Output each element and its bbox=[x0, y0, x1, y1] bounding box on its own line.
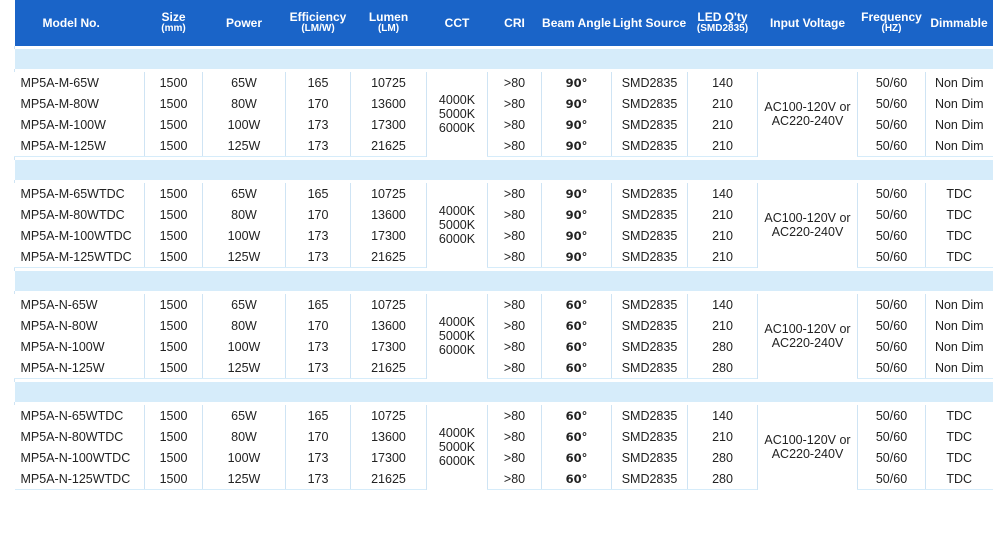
cell-led: 280 bbox=[688, 468, 758, 490]
cell-power: 65W bbox=[203, 72, 286, 93]
cell-model: MP5A-N-80W bbox=[20, 318, 98, 333]
cell-beam: 60° bbox=[542, 405, 612, 426]
cell-eff: 165 bbox=[286, 183, 351, 204]
cell-source: SMD2835 bbox=[612, 114, 688, 135]
cell-eff: 173 bbox=[286, 357, 351, 379]
cell-cri: >80 bbox=[488, 135, 542, 157]
cell-source: SMD2835 bbox=[612, 246, 688, 268]
cell-freq: 50/60 bbox=[858, 93, 926, 114]
cell-freq: 50/60 bbox=[858, 114, 926, 135]
cell-led: 210 bbox=[688, 426, 758, 447]
cell-beam: 90° bbox=[542, 246, 612, 268]
cell-size: 1500 bbox=[145, 405, 203, 426]
cell-led: 210 bbox=[688, 114, 758, 135]
spec-table bbox=[14, 0, 993, 490]
cell-beam: 60° bbox=[542, 426, 612, 447]
cell-input-voltage: AC100-120V or AC220-240V bbox=[758, 294, 858, 379]
header-cri: CRI bbox=[488, 0, 542, 46]
cell-beam: 90° bbox=[542, 114, 612, 135]
cell-lumen: 10725 bbox=[351, 294, 427, 315]
cell-beam: 60° bbox=[542, 357, 612, 379]
cell-led: 280 bbox=[688, 447, 758, 468]
cell-beam: 60° bbox=[542, 315, 612, 336]
cell-input-voltage: AC100-120V or AC220-240V bbox=[758, 405, 858, 490]
cell-eff: 173 bbox=[286, 246, 351, 268]
cell-led: 210 bbox=[688, 93, 758, 114]
cell-cri: >80 bbox=[488, 336, 542, 357]
cell-model: MP5A-N-100W bbox=[20, 339, 105, 354]
cell-eff: 165 bbox=[286, 405, 351, 426]
cell-dim: TDC bbox=[926, 183, 993, 204]
cell-lumen: 10725 bbox=[351, 72, 427, 93]
cell-led: 210 bbox=[688, 135, 758, 157]
cell-freq: 50/60 bbox=[858, 294, 926, 315]
cell-lumen: 21625 bbox=[351, 135, 427, 157]
cell-eff: 170 bbox=[286, 93, 351, 114]
cell-cct: 4000K 5000K 6000K bbox=[427, 294, 488, 379]
cell-lumen: 17300 bbox=[351, 336, 427, 357]
cell-eff: 173 bbox=[286, 114, 351, 135]
cell-source: SMD2835 bbox=[612, 468, 688, 490]
cell-cri: >80 bbox=[488, 426, 542, 447]
cell-led: 280 bbox=[688, 357, 758, 379]
group-separator bbox=[15, 49, 993, 69]
cell-beam: 90° bbox=[542, 93, 612, 114]
cell-power: 100W bbox=[203, 447, 286, 468]
cell-dim: Non Dim bbox=[926, 294, 993, 315]
cell-freq: 50/60 bbox=[858, 336, 926, 357]
cell-source: SMD2835 bbox=[612, 426, 688, 447]
cell-freq: 50/60 bbox=[858, 447, 926, 468]
cell-power: 80W bbox=[203, 315, 286, 336]
cell-eff: 173 bbox=[286, 447, 351, 468]
cell-led: 140 bbox=[688, 183, 758, 204]
table-row bbox=[15, 72, 993, 93]
cell-lumen: 10725 bbox=[351, 405, 427, 426]
table-header bbox=[15, 0, 993, 46]
cell-size: 1500 bbox=[145, 294, 203, 315]
cell-led: 210 bbox=[688, 246, 758, 268]
cell-freq: 50/60 bbox=[858, 183, 926, 204]
cell-led: 140 bbox=[688, 294, 758, 315]
cell-freq: 50/60 bbox=[858, 204, 926, 225]
cell-cct: 4000K 5000K 6000K bbox=[427, 183, 488, 268]
cell-lumen: 21625 bbox=[351, 246, 427, 268]
cell-power: 125W bbox=[203, 357, 286, 379]
cell-lumen: 17300 bbox=[351, 225, 427, 246]
cell-source: SMD2835 bbox=[612, 225, 688, 246]
cell-model: MP5A-M-125WTDC bbox=[15, 246, 145, 268]
cell-model: MP5A-N-65WTDC bbox=[20, 408, 124, 423]
cell-power: 125W bbox=[203, 246, 286, 268]
cell-led: 280 bbox=[688, 336, 758, 357]
cell-dim: TDC bbox=[926, 204, 993, 225]
cell-beam: 90° bbox=[542, 204, 612, 225]
cell-eff: 173 bbox=[286, 468, 351, 490]
cell-size: 1500 bbox=[145, 225, 203, 246]
cell-power: 80W bbox=[203, 204, 286, 225]
cell-source: SMD2835 bbox=[612, 183, 688, 204]
cell-size: 1500 bbox=[145, 204, 203, 225]
cell-size: 1500 bbox=[145, 72, 203, 93]
cell-size: 1500 bbox=[145, 468, 203, 490]
cell-dim: Non Dim bbox=[926, 93, 993, 114]
cell-power: 100W bbox=[203, 114, 286, 135]
cell-size: 1500 bbox=[145, 246, 203, 268]
cell-eff: 170 bbox=[286, 204, 351, 225]
cell-dim: Non Dim bbox=[926, 357, 993, 379]
cell-dim: TDC bbox=[926, 225, 993, 246]
cell-cri: >80 bbox=[488, 93, 542, 114]
cell-lumen: 17300 bbox=[351, 447, 427, 468]
cell-beam: 90° bbox=[542, 135, 612, 157]
cell-eff: 165 bbox=[286, 294, 351, 315]
cell-power: 125W bbox=[203, 468, 286, 490]
cell-lumen: 13600 bbox=[351, 315, 427, 336]
cell-model: MP5A-M-100W bbox=[20, 117, 106, 132]
cell-led: 140 bbox=[688, 405, 758, 426]
cell-beam: 60° bbox=[542, 294, 612, 315]
cell-cct: 4000K 5000K 6000K bbox=[427, 72, 488, 157]
group-separator bbox=[15, 271, 993, 291]
cell-cri: >80 bbox=[488, 114, 542, 135]
cell-freq: 50/60 bbox=[858, 246, 926, 268]
cell-model: MP5A-M-65W bbox=[20, 75, 99, 90]
cell-beam: 60° bbox=[542, 447, 612, 468]
cell-dim: TDC bbox=[926, 426, 993, 447]
cell-cri: >80 bbox=[488, 246, 542, 268]
cell-size: 1500 bbox=[145, 447, 203, 468]
cell-model: MP5A-M-80WTDC bbox=[20, 207, 125, 222]
cell-model: MP5A-M-125W bbox=[15, 135, 145, 157]
cell-lumen: 13600 bbox=[351, 426, 427, 447]
header-light-source: Light Source bbox=[612, 0, 688, 46]
cell-freq: 50/60 bbox=[858, 225, 926, 246]
table-row bbox=[15, 405, 993, 426]
cell-eff: 170 bbox=[286, 315, 351, 336]
header-model: Model No. bbox=[15, 0, 145, 46]
cell-cri: >80 bbox=[488, 405, 542, 426]
cell-lumen: 10725 bbox=[351, 183, 427, 204]
cell-size: 1500 bbox=[145, 336, 203, 357]
cell-model: MP5A-N-125W bbox=[15, 357, 145, 379]
cell-eff: 170 bbox=[286, 426, 351, 447]
cell-dim: TDC bbox=[926, 447, 993, 468]
cell-model: MP5A-N-65W bbox=[20, 297, 98, 312]
cell-model: MP5A-N-125WTDC bbox=[15, 468, 145, 490]
table-row bbox=[15, 294, 993, 315]
cell-lumen: 21625 bbox=[351, 468, 427, 490]
cell-lumen: 21625 bbox=[351, 357, 427, 379]
cell-cri: >80 bbox=[488, 294, 542, 315]
group-separator bbox=[15, 160, 993, 180]
cell-size: 1500 bbox=[145, 426, 203, 447]
cell-freq: 50/60 bbox=[858, 426, 926, 447]
header-lumen: Lumen (LM) bbox=[351, 0, 427, 46]
cell-eff: 173 bbox=[286, 135, 351, 157]
spec-sheet bbox=[14, 0, 992, 490]
cell-size: 1500 bbox=[145, 183, 203, 204]
cell-cri: >80 bbox=[488, 183, 542, 204]
header-power: Power bbox=[203, 0, 286, 46]
cell-beam: 60° bbox=[542, 468, 612, 490]
header-led-qty: LED Q'ty (SMD2835) bbox=[688, 0, 758, 46]
header-beam-angle: Beam Angle bbox=[542, 0, 612, 46]
cell-freq: 50/60 bbox=[858, 315, 926, 336]
cell-led: 210 bbox=[688, 204, 758, 225]
cell-input-voltage: AC100-120V or AC220-240V bbox=[758, 183, 858, 268]
header-size: Size (mm) bbox=[145, 0, 203, 46]
header-dimmable: Dimmable bbox=[926, 0, 993, 46]
cell-model: MP5A-M-65WTDC bbox=[20, 186, 125, 201]
cell-dim: Non Dim bbox=[926, 135, 993, 157]
table-row bbox=[15, 183, 993, 204]
cell-source: SMD2835 bbox=[612, 294, 688, 315]
cell-lumen: 17300 bbox=[351, 114, 427, 135]
cell-dim: Non Dim bbox=[926, 72, 993, 93]
cell-power: 125W bbox=[203, 135, 286, 157]
cell-power: 65W bbox=[203, 294, 286, 315]
cell-size: 1500 bbox=[145, 315, 203, 336]
cell-source: SMD2835 bbox=[612, 315, 688, 336]
cell-dim: TDC bbox=[926, 468, 993, 490]
cell-source: SMD2835 bbox=[612, 336, 688, 357]
cell-freq: 50/60 bbox=[858, 72, 926, 93]
cell-size: 1500 bbox=[145, 114, 203, 135]
cell-size: 1500 bbox=[145, 357, 203, 379]
cell-model: MP5A-N-100WTDC bbox=[20, 450, 131, 465]
cell-cri: >80 bbox=[488, 225, 542, 246]
cell-cri: >80 bbox=[488, 447, 542, 468]
cell-source: SMD2835 bbox=[612, 204, 688, 225]
cell-source: SMD2835 bbox=[612, 72, 688, 93]
header-input-voltage: Input Voltage bbox=[758, 0, 858, 46]
cell-cri: >80 bbox=[488, 468, 542, 490]
cell-power: 100W bbox=[203, 336, 286, 357]
cell-cct: 4000K 5000K 6000K bbox=[427, 405, 488, 490]
cell-source: SMD2835 bbox=[612, 357, 688, 379]
cell-freq: 50/60 bbox=[858, 468, 926, 490]
cell-source: SMD2835 bbox=[612, 447, 688, 468]
cell-freq: 50/60 bbox=[858, 405, 926, 426]
cell-power: 80W bbox=[203, 93, 286, 114]
cell-cri: >80 bbox=[488, 72, 542, 93]
cell-dim: Non Dim bbox=[926, 336, 993, 357]
cell-lumen: 13600 bbox=[351, 93, 427, 114]
cell-size: 1500 bbox=[145, 93, 203, 114]
cell-size: 1500 bbox=[145, 135, 203, 157]
cell-model: MP5A-M-100WTDC bbox=[20, 228, 132, 243]
cell-power: 65W bbox=[203, 183, 286, 204]
cell-beam: 60° bbox=[542, 336, 612, 357]
cell-eff: 165 bbox=[286, 72, 351, 93]
cell-beam: 90° bbox=[542, 225, 612, 246]
cell-power: 65W bbox=[203, 405, 286, 426]
cell-dim: TDC bbox=[926, 405, 993, 426]
header-efficiency: Efficiency (LM/W) bbox=[286, 0, 351, 46]
cell-led: 140 bbox=[688, 72, 758, 93]
group-separator bbox=[15, 382, 993, 402]
cell-led: 210 bbox=[688, 225, 758, 246]
cell-freq: 50/60 bbox=[858, 357, 926, 379]
cell-cri: >80 bbox=[488, 204, 542, 225]
cell-dim: Non Dim bbox=[926, 114, 993, 135]
cell-input-voltage: AC100-120V or AC220-240V bbox=[758, 72, 858, 157]
cell-cri: >80 bbox=[488, 357, 542, 379]
table-body bbox=[15, 46, 993, 490]
cell-model: MP5A-M-80W bbox=[20, 96, 99, 111]
cell-source: SMD2835 bbox=[612, 93, 688, 114]
cell-power: 100W bbox=[203, 225, 286, 246]
cell-source: SMD2835 bbox=[612, 405, 688, 426]
cell-dim: Non Dim bbox=[926, 315, 993, 336]
cell-eff: 173 bbox=[286, 225, 351, 246]
cell-lumen: 13600 bbox=[351, 204, 427, 225]
cell-beam: 90° bbox=[542, 72, 612, 93]
cell-power: 80W bbox=[203, 426, 286, 447]
cell-source: SMD2835 bbox=[612, 135, 688, 157]
cell-eff: 173 bbox=[286, 336, 351, 357]
cell-dim: TDC bbox=[926, 246, 993, 268]
cell-led: 210 bbox=[688, 315, 758, 336]
header-cct: CCT bbox=[427, 0, 488, 46]
cell-beam: 90° bbox=[542, 183, 612, 204]
cell-freq: 50/60 bbox=[858, 135, 926, 157]
header-frequency: Frequency (HZ) bbox=[858, 0, 926, 46]
cell-model: MP5A-N-80WTDC bbox=[20, 429, 124, 444]
cell-cri: >80 bbox=[488, 315, 542, 336]
